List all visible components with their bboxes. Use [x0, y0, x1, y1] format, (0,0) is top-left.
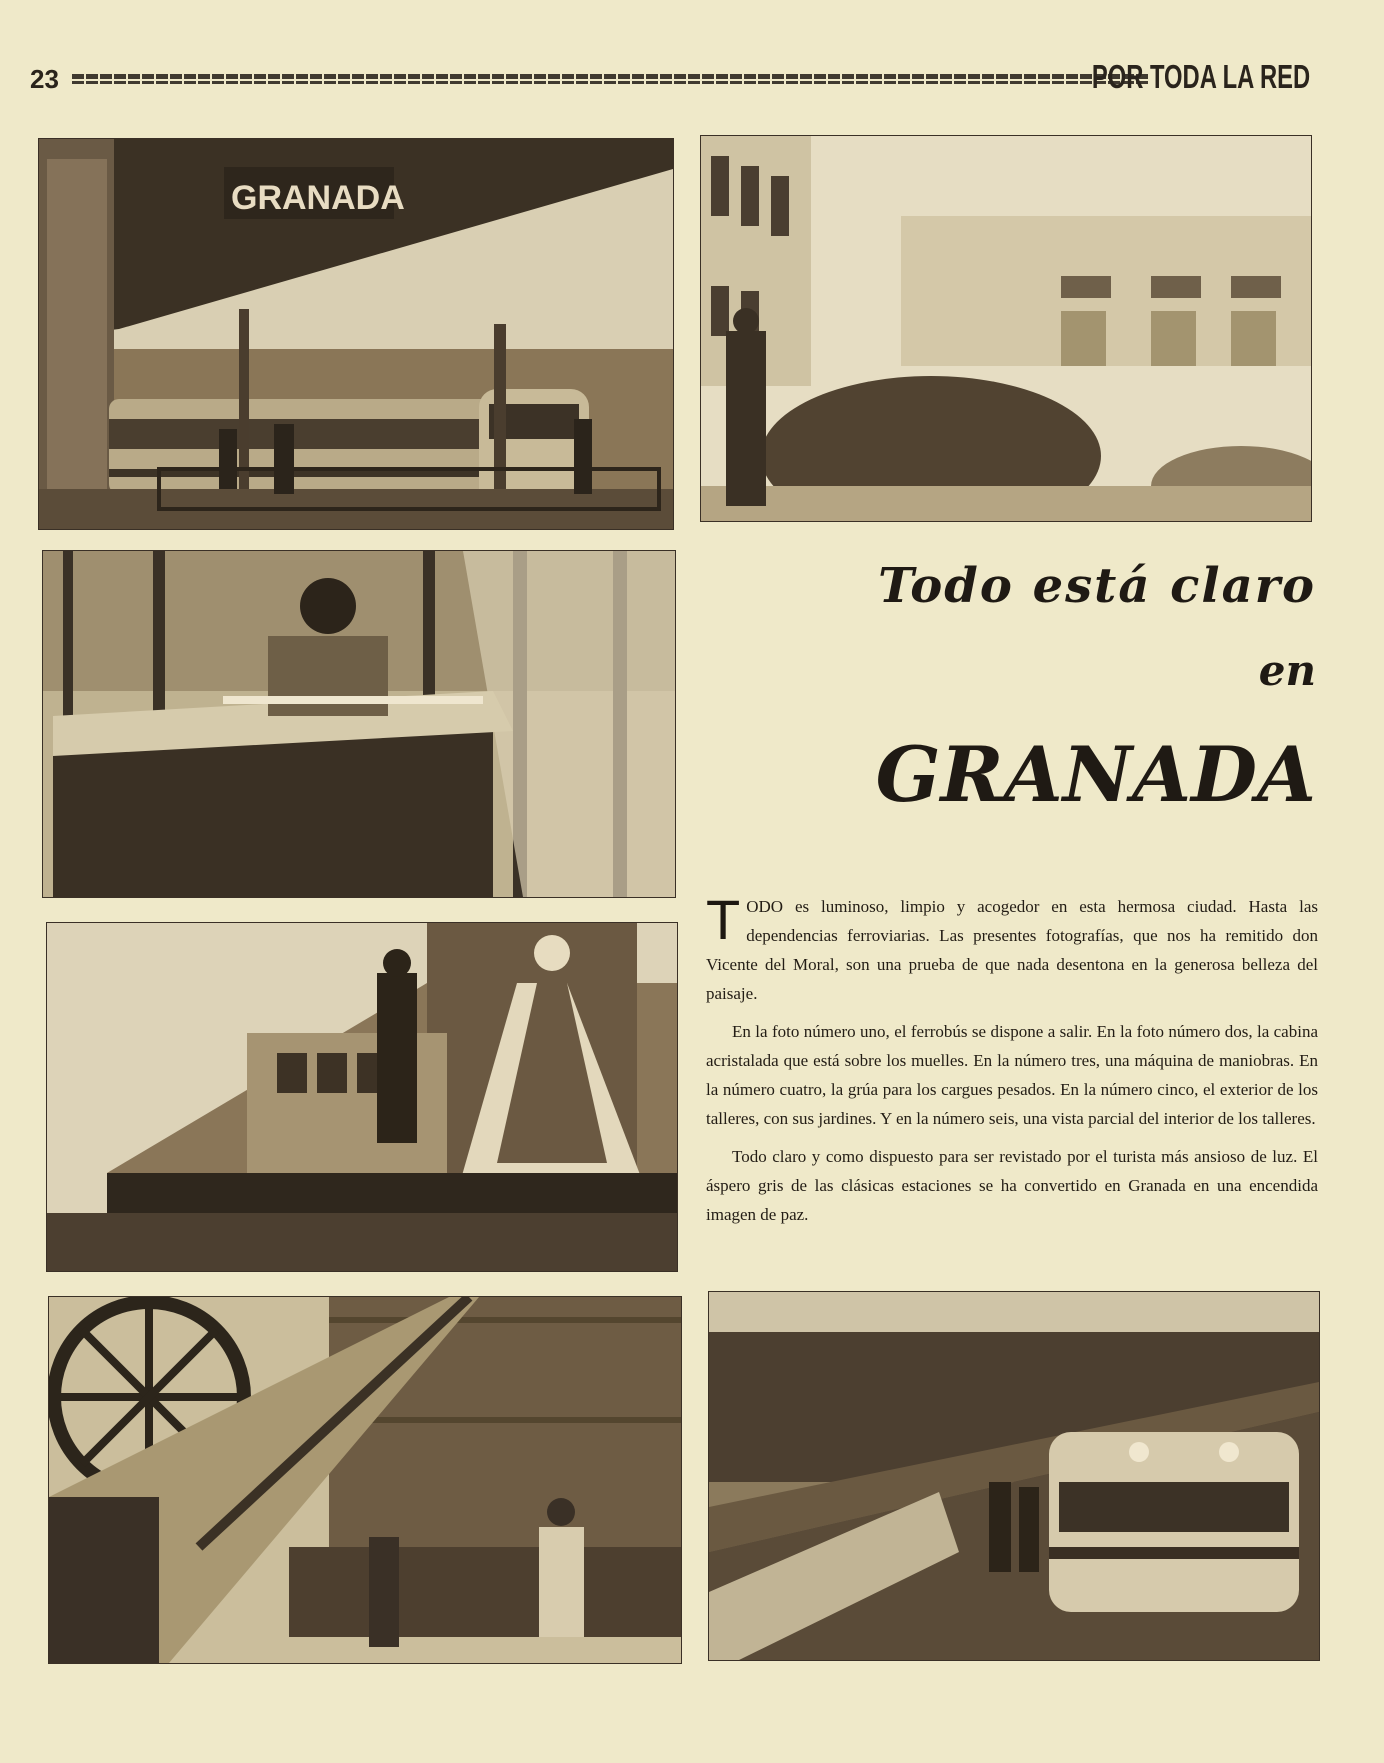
photo-ferrobus: [38, 138, 674, 530]
photo-talleres-exterior: [700, 135, 1312, 522]
station-sign: GRANADA: [231, 179, 405, 217]
article-paragraph-2: En la foto número uno, el ferrobús se dispone a salir. En la foto número dos, la cabina acristalada que está sobre los muelles. En la número tres, una máquina de maniobras. En la número cuatro, la grúa para los cargues pesados. En la número cinco, el exterior de los talleres, con sus jardines. Y en la número seis, una vista parcial del interior de los talleres.: [706, 1022, 1318, 1128]
article-body: [706, 888, 1318, 1238]
photo-maquina-maniobras: [46, 922, 678, 1272]
headline-line1: Todo está claro: [878, 558, 1316, 614]
headline-city: GRANADA: [875, 730, 1316, 819]
page-header: [30, 58, 1310, 98]
photo-grua: [48, 1296, 682, 1664]
article-paragraph-1: [706, 888, 1318, 1008]
article-paragraph-3: Todo claro y como dispuesto para ser revistado por el turista más ansioso de luz. El áspero gris de las clásicas estaciones se ha convertido en Granada en una encendida imagen de paz.: [706, 1147, 1318, 1224]
photo-talleres-interior: [708, 1291, 1320, 1661]
photo-cabina: [42, 550, 676, 898]
headline-line2: en: [1258, 646, 1316, 695]
page-number: 23: [30, 64, 59, 94]
paragraph-1-text: ODO es luminoso, limpio y acogedor en esta hermosa ciudad. Hasta las dependencias ferroviarias. Las presentes fotografías, que nos ha remitido don Vicente del Moral, son una prueba de que nada desentona en la generosa belleza del paisaje.: [706, 897, 1318, 1003]
drop-cap: T: [706, 888, 741, 951]
decorative-border: [70, 71, 1148, 87]
section-title: POR TODA LA RED: [1091, 58, 1310, 95]
